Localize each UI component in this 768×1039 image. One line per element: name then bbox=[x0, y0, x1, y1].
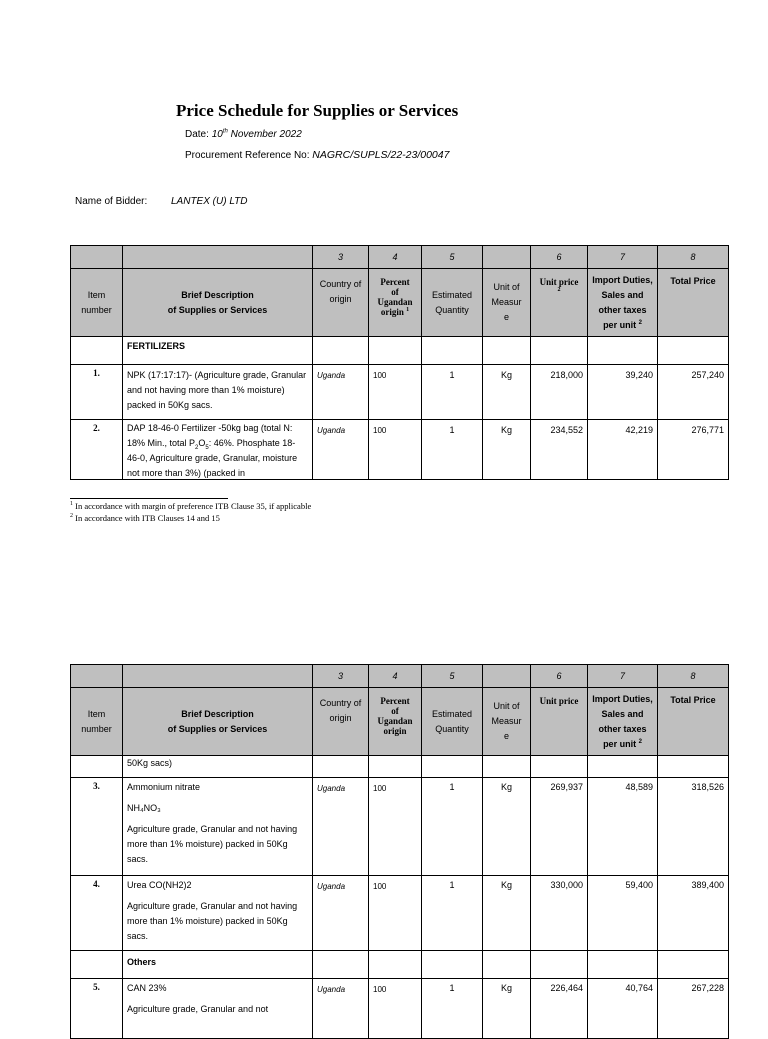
item-description: Ammonium nitrate NH₄NO₃ Agriculture grade, Granular and not having more than 1% moisture) packed in 50Kg sacs. bbox=[123, 778, 313, 876]
column-number-row bbox=[71, 665, 729, 688]
item-unit-price: 234,552 bbox=[531, 420, 588, 480]
item-percent: 100 bbox=[369, 979, 422, 1039]
procurement-ref bbox=[185, 149, 449, 161]
section-row-others bbox=[71, 951, 729, 979]
header-total-price: Total Price bbox=[658, 688, 729, 756]
header-row bbox=[71, 688, 729, 756]
item-duties: 42,219 bbox=[588, 420, 658, 480]
header-item-number: Item number bbox=[71, 269, 123, 337]
table-row bbox=[71, 876, 729, 951]
item-quantity: 1 bbox=[422, 979, 483, 1039]
header-unit-price: Unit price bbox=[531, 688, 588, 756]
footnote-1: $^1$ In accordance with margin of preference ITB Clause 35, if applicable bbox=[70, 501, 312, 511]
item-percent: 100 bbox=[369, 420, 422, 480]
item-unit: Kg bbox=[483, 365, 531, 420]
item-total: 389,400 bbox=[658, 876, 729, 951]
header-item-number: Item number bbox=[71, 688, 123, 756]
item-quantity: 1 bbox=[422, 420, 483, 480]
header-quantity: Estimated Quantity bbox=[422, 269, 483, 337]
header-import-duties: Import Duties, Sales and other taxes per unit $^2$ bbox=[588, 688, 658, 756]
colnum-blank bbox=[483, 246, 531, 269]
colnum-7: 7 bbox=[588, 665, 658, 688]
item-unit: Kg bbox=[483, 876, 531, 951]
item-country: Uganda bbox=[313, 876, 369, 951]
header-row bbox=[71, 269, 729, 337]
date-rest: November 2022 bbox=[230, 129, 302, 140]
header-import-duties: Import Duties, Sales and other taxes per unit $^2$ bbox=[588, 269, 658, 337]
colnum-blank bbox=[123, 246, 313, 269]
item-description: NPK (17:17:17)- (Agriculture grade, Granular and not having more than 1% moisture) packed in 50Kg sacs. bbox=[123, 365, 313, 420]
page-title: Price Schedule for Supplies or Services bbox=[176, 101, 459, 120]
item-duties: 48,589 bbox=[588, 778, 658, 876]
item-unit-price: 226,464 bbox=[531, 979, 588, 1039]
table-row bbox=[71, 365, 729, 420]
section-others: Others bbox=[123, 951, 313, 979]
item-quantity: 1 bbox=[422, 778, 483, 876]
header-description: Brief Description of Supplies or Services bbox=[123, 269, 313, 337]
date-label: Date: bbox=[185, 129, 209, 140]
header-unit: Unit of Measur e bbox=[483, 688, 531, 756]
item-country: Uganda bbox=[313, 365, 369, 420]
item-country: Uganda bbox=[313, 979, 369, 1039]
bidder-value: LANTEX (U) LTD bbox=[171, 196, 248, 207]
item-quantity: 1 bbox=[422, 876, 483, 951]
item-country: Uganda bbox=[313, 778, 369, 876]
column-number-row bbox=[71, 246, 729, 269]
header-unit-price: Unit price $^2$ bbox=[531, 269, 588, 337]
continuation-row bbox=[71, 756, 729, 778]
section-row-fertilizers bbox=[71, 337, 729, 365]
date-day: 10 bbox=[211, 129, 223, 140]
item-quantity: 1 bbox=[422, 365, 483, 420]
colnum-6: 6 bbox=[531, 246, 588, 269]
item-unit-price: 330,000 bbox=[531, 876, 588, 951]
item-number: 2. bbox=[71, 420, 123, 480]
colnum-3: 3 bbox=[313, 665, 369, 688]
table-row bbox=[71, 420, 729, 480]
item-total: 267,228 bbox=[658, 979, 729, 1039]
colnum-blank bbox=[71, 246, 123, 269]
header-total-price: Total Price bbox=[658, 269, 729, 337]
header-percent: Percent of Ugandan origin $^1$ bbox=[369, 269, 422, 337]
colnum-8: 8 bbox=[658, 665, 729, 688]
header-percent: Percent of Ugandan origin bbox=[369, 688, 422, 756]
item-country: Uganda bbox=[313, 420, 369, 480]
item-unit: Kg bbox=[483, 979, 531, 1039]
procurement-value: NAGRC/SUPLS/22-23/00047 bbox=[312, 149, 450, 161]
item-unit-price: 269,937 bbox=[531, 778, 588, 876]
header-unit: Unit of Measur e bbox=[483, 269, 531, 337]
header-description: Brief Description of Supplies or Services bbox=[123, 688, 313, 756]
colnum-5: 5 bbox=[422, 665, 483, 688]
footnote-separator bbox=[70, 498, 228, 499]
item-percent: 100 bbox=[369, 876, 422, 951]
item-description: CAN 23% Agriculture grade, Granular and not bbox=[123, 979, 313, 1039]
colnum-4: 4 bbox=[369, 246, 422, 269]
item-unit-price: 218,000 bbox=[531, 365, 588, 420]
item-total: 318,526 bbox=[658, 778, 729, 876]
footnote-2: $^2$ In accordance with ITB Clauses 14 and 15 bbox=[70, 513, 220, 523]
item-percent: 100 bbox=[369, 778, 422, 876]
item-description: Urea CO(NH2)2 Agriculture grade, Granular and not having more than 1% moisture) packed in 50Kg sacs. bbox=[123, 876, 313, 951]
section-fertilizers: FERTILIZERS bbox=[123, 337, 313, 365]
item-description: DAP 18-46-0 Fertilizer -50kg bag (total N: 18% Min., total $P_2O_5$: 46%. Phosphate 18-46-0, Agriculture grade, Granular, moisture not more than 3%) (packed in bbox=[123, 420, 313, 480]
colnum-6: 6 bbox=[531, 665, 588, 688]
colnum-7: 7 bbox=[588, 246, 658, 269]
item-total: 276,771 bbox=[658, 420, 729, 480]
item-number: 5. bbox=[71, 979, 123, 1039]
item-number: 4. bbox=[71, 876, 123, 951]
header-quantity: Estimated Quantity bbox=[422, 688, 483, 756]
item-duties: 39,240 bbox=[588, 365, 658, 420]
table-row bbox=[71, 979, 729, 1039]
item-percent: 100 bbox=[369, 365, 422, 420]
price-schedule-table-1 bbox=[70, 245, 729, 480]
procurement-label: Procurement Reference No: bbox=[185, 150, 310, 161]
header-country: Country of origin bbox=[313, 688, 369, 756]
bidder-label: Name of Bidder: bbox=[75, 196, 148, 207]
date-line bbox=[185, 129, 302, 140]
colnum-5: 5 bbox=[422, 246, 483, 269]
colnum-4: 4 bbox=[369, 665, 422, 688]
date-suffix: th bbox=[222, 128, 228, 135]
item-duties: 40,764 bbox=[588, 979, 658, 1039]
colnum-3: 3 bbox=[313, 246, 369, 269]
table-row bbox=[71, 778, 729, 876]
item-unit: Kg bbox=[483, 420, 531, 480]
item-total: 257,240 bbox=[658, 365, 729, 420]
item-number: 3. bbox=[71, 778, 123, 876]
price-schedule-table-2 bbox=[70, 664, 729, 1039]
colnum-8: 8 bbox=[658, 246, 729, 269]
continuation-text: 50Kg sacs) bbox=[123, 756, 313, 778]
item-duties: 59,400 bbox=[588, 876, 658, 951]
item-unit: Kg bbox=[483, 778, 531, 876]
item-number: 1. bbox=[71, 365, 123, 420]
header-country: Country of origin bbox=[313, 269, 369, 337]
